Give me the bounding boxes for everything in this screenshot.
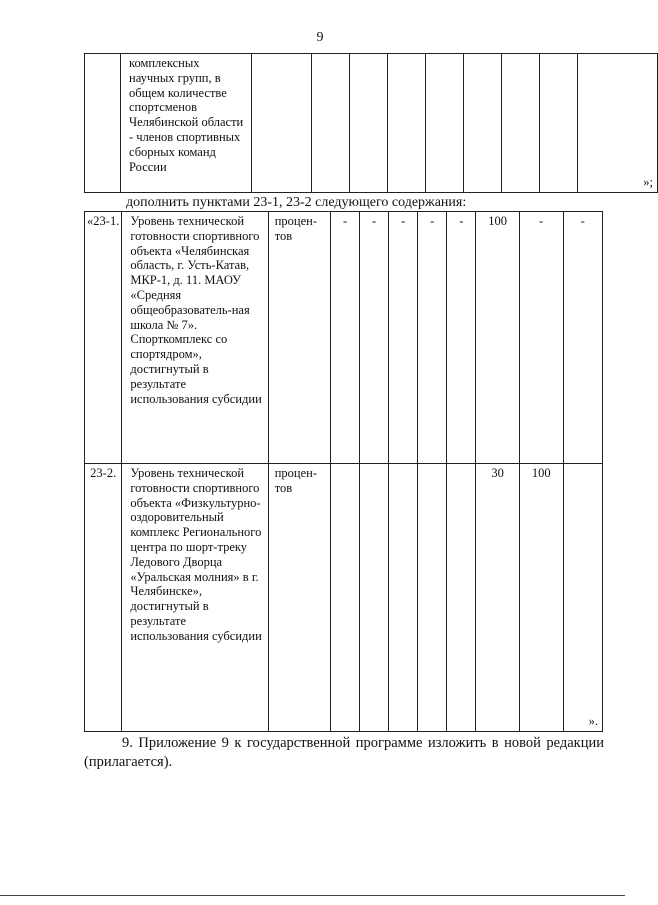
indicator-description: комплексных научных групп, в общем количестве спортсменов Челябинской области - членов спортивных сборных команд России — [121, 54, 252, 193]
value-cell: - — [563, 212, 603, 464]
value-cell: - — [360, 212, 389, 464]
indicators-table — [84, 211, 603, 732]
table-cell — [312, 54, 350, 193]
value-cell: - — [519, 212, 563, 464]
value-cell: 100 — [519, 464, 563, 732]
footer-divider — [0, 895, 625, 896]
row-number: «23-1. — [85, 212, 122, 464]
value-cell — [331, 464, 360, 732]
value-cell: - — [418, 212, 447, 464]
closing-quote: ». — [563, 464, 603, 732]
table-row — [85, 212, 603, 464]
page-number: 9 — [316, 30, 324, 45]
table-cell — [426, 54, 464, 193]
table-row — [85, 464, 603, 732]
value-cell — [418, 464, 447, 732]
table-cell — [464, 54, 502, 193]
table-cell — [252, 54, 312, 193]
table-cell — [350, 54, 388, 193]
value-cell — [360, 464, 389, 732]
paragraph: 9. Приложение 9 к государственной программе изложить в новой редакции (прилагается). — [84, 735, 604, 770]
unit-cell: процен-тов — [268, 464, 330, 732]
row-number: 23-2. — [85, 464, 122, 732]
intro-text: дополнить пунктами 23-1, 23-2 следующего содержания: — [126, 195, 467, 210]
unit-cell: процен-тов — [268, 212, 330, 464]
value-cell: - — [389, 212, 418, 464]
indicator-description: Уровень технической готовности спортивного объекта «Челябинская область, г. Усть-Катав, МКР-1, д. 11. МАОУ «Средняя общеобразователь-ная школа № 7». Спорткомплекс со спортядром», достигнутый в результате использования субсидии — [122, 212, 268, 464]
value-cell: 30 — [476, 464, 520, 732]
table-cell — [388, 54, 426, 193]
table-row — [85, 54, 658, 193]
closing-quote: »; — [578, 54, 658, 193]
table-cell — [540, 54, 578, 193]
table-continuation — [84, 53, 658, 193]
table-cell — [502, 54, 540, 193]
table-cell — [85, 54, 121, 193]
value-cell: - — [331, 212, 360, 464]
value-cell — [447, 464, 476, 732]
value-cell — [389, 464, 418, 732]
value-cell: - — [447, 212, 476, 464]
indicator-description: Уровень технической готовности спортивного объекта «Физкультурно-оздоровительный комплекс Регионального центра по шорт-треку Ледового Дворца «Уральская молния» в г. Челябинске», достигнутый в результате использования субсидии — [122, 464, 268, 732]
value-cell: 100 — [476, 212, 520, 464]
